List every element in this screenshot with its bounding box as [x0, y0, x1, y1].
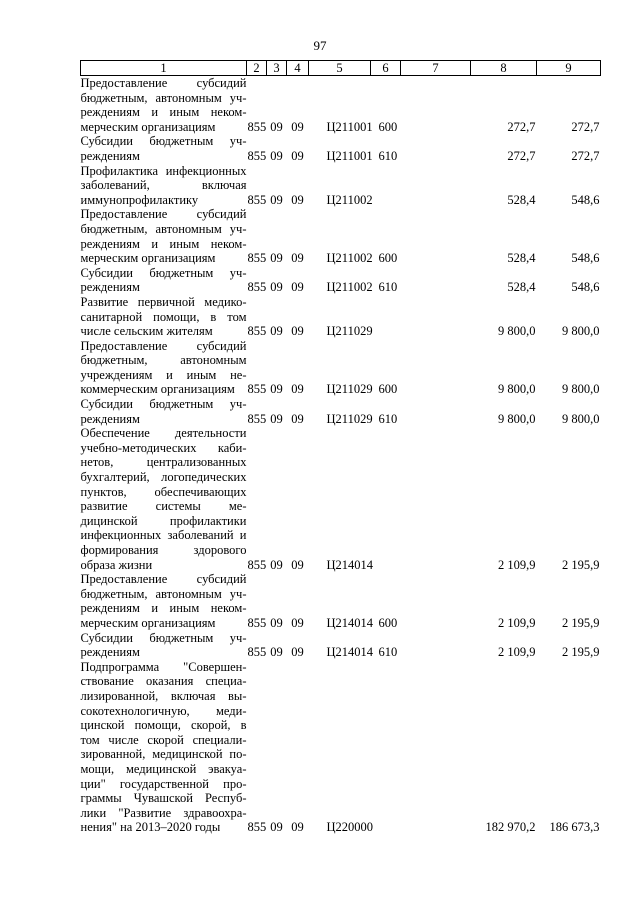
amount-year-2-cell: 272,7: [571, 148, 600, 163]
row-name-cell: Развитие первичной медико-санитарной помощи, в том числе сельским жителям: [80, 294, 247, 339]
subsection-cell: 09: [291, 251, 304, 266]
target-article-cell: Ц211002: [326, 192, 373, 207]
ministry-code-cell: 855: [247, 557, 267, 572]
column-header: 2: [247, 61, 267, 76]
table-row: [81, 207, 601, 265]
section-cell: 09: [270, 251, 283, 266]
column-header: 6: [371, 61, 401, 76]
column-number-row: [81, 61, 601, 76]
table-row: [81, 76, 601, 135]
column-7-cell: [401, 631, 471, 660]
table-row: [81, 572, 601, 630]
row-name-cell: Предоставление субсидий бюджетным, автономным учреждениям и иным некоммерческим организациям: [80, 572, 247, 630]
expense-type-cell: [371, 164, 401, 208]
column-header: 1: [81, 61, 247, 76]
amount-year-1-cell: 9 800,0: [498, 411, 536, 426]
column-7-cell: [401, 76, 471, 135]
amount-year-2-cell: 548,6: [571, 251, 600, 266]
ministry-code-cell: 855: [247, 324, 267, 339]
amount-year-1-cell: 9 800,0: [498, 324, 536, 339]
target-article-cell: Ц211029: [326, 324, 373, 339]
target-article-cell: Ц214014: [326, 557, 374, 572]
column-header: 5: [309, 61, 371, 76]
expense-type-cell: [371, 426, 401, 572]
amount-year-1-cell: 528,4: [507, 192, 536, 207]
expense-type-cell: [371, 295, 401, 339]
expense-type-cell: 610: [378, 280, 398, 295]
column-header: 7: [401, 61, 471, 76]
subsection-cell: 09: [291, 192, 304, 207]
column-7-cell: [401, 295, 471, 339]
row-name-cell: Субсидии бюджетным учреждениям: [80, 134, 247, 163]
amount-year-1-cell: 2 109,9: [498, 645, 536, 660]
subsection-cell: 09: [291, 148, 304, 163]
ministry-code-cell: 855: [247, 148, 267, 163]
amount-year-2-cell: 9 800,0: [562, 324, 600, 339]
amount-year-1-cell: 2 109,9: [498, 615, 536, 630]
column-7-cell: [401, 164, 471, 208]
page-number: 97: [313, 38, 327, 53]
amount-year-1-cell: 272,7: [507, 119, 536, 134]
subsection-cell: 09: [291, 557, 304, 572]
amount-year-2-cell: 2 195,9: [562, 645, 600, 660]
target-article-cell: Ц220000: [326, 820, 374, 835]
expense-type-cell: 610: [378, 411, 398, 426]
ministry-code-cell: 855: [247, 119, 267, 134]
expense-type-cell: 610: [378, 645, 398, 660]
subsection-cell: 09: [291, 382, 304, 397]
section-cell: 09: [270, 382, 283, 397]
table-row: [81, 164, 601, 208]
target-article-cell: Ц214014: [326, 615, 374, 630]
row-name-cell: Подпрограмма "Совершенствование оказания специализированной, включая высокотехнологичную, медицинской помощи, скорой, в том числе скорой специализированной, медицинской помощи, медицинской эвакуации" государственной программы Чувашской Республики "Развитие здравоохранения" на 2013–2020 годы: [80, 659, 247, 835]
table-row: [81, 426, 601, 572]
ministry-code-cell: 855: [247, 280, 267, 295]
section-cell: 09: [270, 324, 283, 339]
table-row: [81, 266, 601, 295]
subsection-cell: 09: [291, 411, 304, 426]
subsection-cell: 09: [291, 324, 304, 339]
column-7-cell: [401, 660, 471, 835]
column-7-cell: [401, 134, 471, 163]
amount-year-2-cell: 9 800,0: [562, 382, 600, 397]
subsection-cell: 09: [291, 820, 304, 835]
subsection-cell: 09: [291, 119, 304, 134]
table-row: [81, 631, 601, 660]
row-name-cell: Субсидии бюджетным учреждениям: [80, 397, 247, 426]
expense-type-cell: 600: [378, 382, 398, 397]
table-row: [81, 339, 601, 397]
amount-year-2-cell: 272,7: [571, 119, 600, 134]
section-cell: 09: [270, 192, 283, 207]
column-header: 9: [537, 61, 601, 76]
column-7-cell: [401, 397, 471, 426]
target-article-cell: Ц211029: [326, 411, 373, 426]
section-cell: 09: [270, 557, 283, 572]
ministry-code-cell: 855: [247, 382, 267, 397]
section-cell: 09: [270, 820, 283, 835]
amount-year-1-cell: 272,7: [507, 148, 536, 163]
section-cell: 09: [270, 411, 283, 426]
amount-year-2-cell: 548,6: [571, 280, 600, 295]
table-row: [81, 397, 601, 426]
row-name-cell: Предоставление субсидий бюджетным, автономным учреждениям и иным некоммерческим организациям: [80, 338, 247, 397]
target-article-cell: Ц211002: [326, 280, 373, 295]
amount-year-2-cell: 186 673,3: [549, 820, 600, 835]
row-name-cell: Профилактика инфекционных заболеваний, включая иммунопрофилактику: [80, 163, 247, 207]
amount-year-1-cell: 528,4: [507, 280, 536, 295]
amount-year-2-cell: 2 195,9: [562, 615, 600, 630]
row-name-cell: Обеспечение деятельности учебно-методических кабинетов, централизованных бухгалтерий, логопедических пунктов, обеспечивающих развитие системы медицинской профилактики инфекционных заболеваний и формирования здорового образа жизни: [80, 426, 247, 572]
table-body: [81, 76, 601, 835]
column-7-cell: [401, 339, 471, 397]
ministry-code-cell: 855: [247, 411, 267, 426]
target-article-cell: Ц211001: [326, 148, 373, 163]
ministry-code-cell: 855: [247, 615, 267, 630]
table-row: [81, 295, 601, 339]
target-article-cell: Ц211029: [326, 382, 373, 397]
section-cell: 09: [270, 615, 283, 630]
amount-year-1-cell: 528,4: [507, 251, 536, 266]
section-cell: 09: [270, 280, 283, 295]
target-article-cell: Ц214014: [326, 645, 374, 660]
row-name-cell: Субсидии бюджетным учреждениям: [80, 265, 247, 295]
amount-year-1-cell: 2 109,9: [498, 557, 536, 572]
ministry-code-cell: 855: [247, 820, 267, 835]
column-7-cell: [401, 207, 471, 265]
amount-year-2-cell: 9 800,0: [562, 411, 600, 426]
expense-type-cell: 610: [378, 148, 398, 163]
subsection-cell: 09: [291, 615, 304, 630]
column-7-cell: [401, 572, 471, 630]
amount-year-1-cell: 9 800,0: [498, 382, 536, 397]
expense-type-cell: 600: [378, 251, 398, 266]
subsection-cell: 09: [291, 645, 304, 660]
amount-year-1-cell: 182 970,2: [485, 820, 536, 835]
amount-year-2-cell: 2 195,9: [562, 557, 600, 572]
budget-table: [80, 60, 601, 835]
column-7-cell: [401, 426, 471, 572]
ministry-code-cell: 855: [247, 192, 267, 207]
expense-type-cell: 600: [378, 119, 398, 134]
column-header: 4: [287, 61, 309, 76]
target-article-cell: Ц211002: [326, 251, 373, 266]
target-article-cell: Ц211001: [326, 119, 373, 134]
ministry-code-cell: 855: [247, 645, 267, 660]
expense-type-cell: [371, 660, 401, 835]
ministry-code-cell: 855: [247, 251, 267, 266]
table-row: [81, 134, 601, 163]
row-name-cell: Субсидии бюджетным учреждениям: [80, 630, 247, 660]
column-header: 8: [471, 61, 537, 76]
row-name-cell: Предоставление субсидий бюджетным, автономным учреждениям и иным некоммерческим организациям: [80, 76, 247, 134]
subsection-cell: 09: [291, 280, 304, 295]
column-7-cell: [401, 266, 471, 295]
section-cell: 09: [270, 119, 283, 134]
table-row: [81, 660, 601, 835]
column-header: 3: [267, 61, 287, 76]
row-name-cell: Предоставление субсидий бюджетным, автономным учреждениям и иным некоммерческим организациям: [80, 207, 247, 266]
section-cell: 09: [270, 148, 283, 163]
amount-year-2-cell: 548,6: [571, 192, 600, 207]
expense-type-cell: 600: [378, 615, 398, 630]
section-cell: 09: [270, 645, 283, 660]
